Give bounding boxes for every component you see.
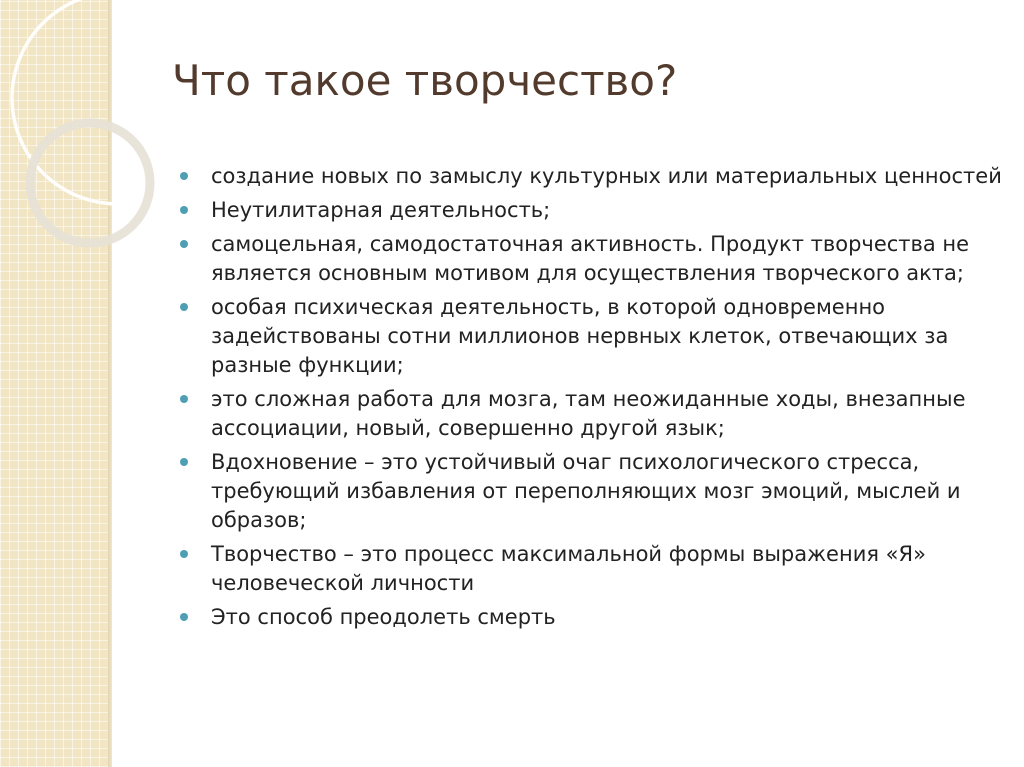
bullet-item <box>178 196 1008 225</box>
bullet-item <box>178 293 1008 380</box>
bullet-text: создание новых по замыслу культурных или материальных ценностей <box>211 164 1002 188</box>
bullet-text: Это способ преодолеть смерть <box>211 605 556 629</box>
bullet-text: Вдохновение – это устойчивый очаг психологического стресса, требующий избавления от переполняющих мозг эмоций, мыслей и образов; <box>211 450 961 532</box>
bullet-marker <box>180 395 188 403</box>
bullet-marker <box>180 172 188 180</box>
bullet-text: Неутилитарная деятельность; <box>211 198 551 222</box>
bullet-item <box>178 540 1008 598</box>
bullet-text: самоцельная, самодостаточная активность. Продукт творчества не является основным мотивом для осуществления творческого акта; <box>211 232 970 285</box>
bullet-item <box>178 603 1008 632</box>
slide-title: Что такое творчество? <box>172 56 678 105</box>
bullet-item <box>178 448 1008 535</box>
bullet-text: особая психическая деятельность, в которой одновременно задействованы сотни миллионов нервных клеток, отвечающих за разные функции; <box>211 295 949 377</box>
bullet-marker <box>180 458 188 466</box>
small-ring <box>30 123 150 243</box>
bullet-marker <box>180 240 188 248</box>
bullet-text: Творчество – это процесс максимальной формы выражения «Я» человеческой личности <box>211 542 926 595</box>
bullet-text: это сложная работа для мозга, там неожиданные ходы, внезапные ассоциации, новый, совершенно другой язык; <box>211 387 966 440</box>
bullet-item <box>178 162 1008 191</box>
bullet-list <box>178 162 1008 637</box>
bullet-marker <box>180 206 188 214</box>
bullet-item <box>178 385 1008 443</box>
bullet-item <box>178 230 1008 288</box>
decorative-rings <box>0 0 200 300</box>
bullet-marker <box>180 303 188 311</box>
bullet-marker <box>180 550 188 558</box>
bullet-marker <box>180 613 188 621</box>
